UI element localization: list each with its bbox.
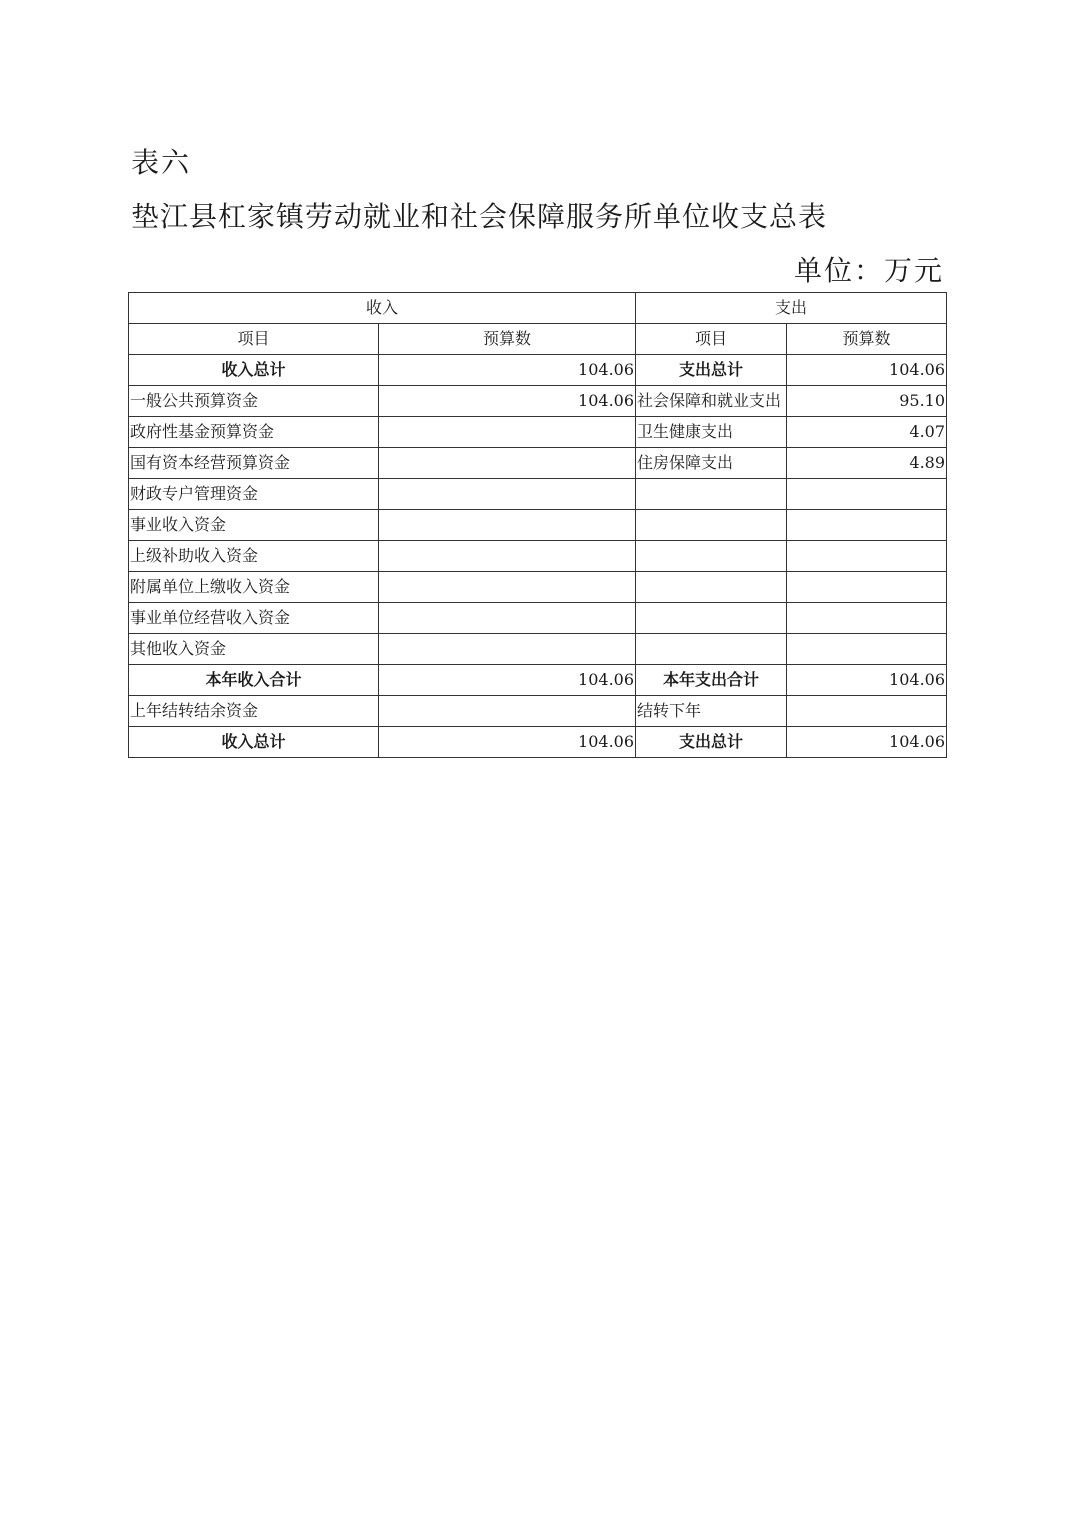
expense-value-cell: [787, 634, 947, 665]
budget-summary-table: [128, 292, 947, 758]
expense-value-cell: 4.89: [787, 448, 947, 479]
expense-value-cell: 95.10: [787, 386, 947, 417]
table-group-header-row: [129, 293, 947, 324]
income-value-cell: [379, 603, 636, 634]
income-item-cell: 附属单位上缴收入资金: [129, 572, 379, 603]
expense-item-cell: 住房保障支出: [636, 448, 787, 479]
table-row: [129, 479, 947, 510]
income-value-cell: [379, 510, 636, 541]
expense-item-cell: 社会保障和就业支出: [636, 386, 787, 417]
expense-item-cell: 支出总计: [636, 727, 787, 758]
expense-value-cell: [787, 696, 947, 727]
expense-header: 支出: [636, 293, 947, 324]
expense-item-cell: 本年支出合计: [636, 665, 787, 696]
income-item-cell: 上级补助收入资金: [129, 541, 379, 572]
table-row: [129, 541, 947, 572]
table-label: 表六: [131, 146, 192, 179]
table-row: [129, 665, 947, 696]
expense-item-cell: [636, 603, 787, 634]
expense-item-cell: [636, 572, 787, 603]
income-value-cell: 104.06: [379, 727, 636, 758]
income-value-cell: [379, 572, 636, 603]
expense-item-cell: 结转下年: [636, 696, 787, 727]
income-value-cell: [379, 417, 636, 448]
page-title: 垫江县杠家镇劳动就业和社会保障服务所单位收支总表: [131, 200, 828, 233]
table-row: [129, 727, 947, 758]
expense-item-cell: [636, 510, 787, 541]
income-item-cell: 上年结转结余资金: [129, 696, 379, 727]
expense-value-cell: [787, 572, 947, 603]
expense-item-cell: 支出总计: [636, 355, 787, 386]
expense-value-cell: [787, 603, 947, 634]
income-item-cell: 政府性基金预算资金: [129, 417, 379, 448]
income-value-cell: [379, 448, 636, 479]
expense-value-cell: [787, 479, 947, 510]
expense-item-cell: [636, 634, 787, 665]
table-row: [129, 355, 947, 386]
income-item-cell: 收入总计: [129, 355, 379, 386]
table-row: [129, 572, 947, 603]
income-item-cell: 国有资本经营预算资金: [129, 448, 379, 479]
expense-value-cell: [787, 541, 947, 572]
income-item-cell: 本年收入合计: [129, 665, 379, 696]
table-row: [129, 448, 947, 479]
expense-item-cell: [636, 479, 787, 510]
income-item-column-header: 项目: [129, 324, 379, 355]
income-item-cell: 收入总计: [129, 727, 379, 758]
expense-value-cell: 104.06: [787, 727, 947, 758]
income-budget-column-header: 预算数: [379, 324, 636, 355]
income-item-cell: 财政专户管理资金: [129, 479, 379, 510]
expense-item-cell: [636, 541, 787, 572]
expense-value-cell: 104.06: [787, 355, 947, 386]
expense-value-cell: 104.06: [787, 665, 947, 696]
income-value-cell: 104.06: [379, 386, 636, 417]
table-row: [129, 696, 947, 727]
income-value-cell: 104.06: [379, 355, 636, 386]
expense-value-cell: 4.07: [787, 417, 947, 448]
table-row: [129, 603, 947, 634]
table-column-header-row: [129, 324, 947, 355]
table-row: [129, 634, 947, 665]
table-row: [129, 386, 947, 417]
expense-item-column-header: 项目: [636, 324, 787, 355]
income-header: 收入: [129, 293, 636, 324]
income-item-cell: 事业单位经营收入资金: [129, 603, 379, 634]
income-value-cell: [379, 696, 636, 727]
income-item-cell: 事业收入资金: [129, 510, 379, 541]
unit-label: 单位：万元: [793, 254, 944, 287]
income-item-cell: 一般公共预算资金: [129, 386, 379, 417]
income-item-cell: 其他收入资金: [129, 634, 379, 665]
expense-value-cell: [787, 510, 947, 541]
income-value-cell: [379, 479, 636, 510]
table-body: [129, 355, 947, 758]
expense-item-cell: 卫生健康支出: [636, 417, 787, 448]
income-value-cell: [379, 634, 636, 665]
table-row: [129, 510, 947, 541]
income-value-cell: 104.06: [379, 665, 636, 696]
expense-budget-column-header: 预算数: [787, 324, 947, 355]
table-row: [129, 417, 947, 448]
income-value-cell: [379, 541, 636, 572]
